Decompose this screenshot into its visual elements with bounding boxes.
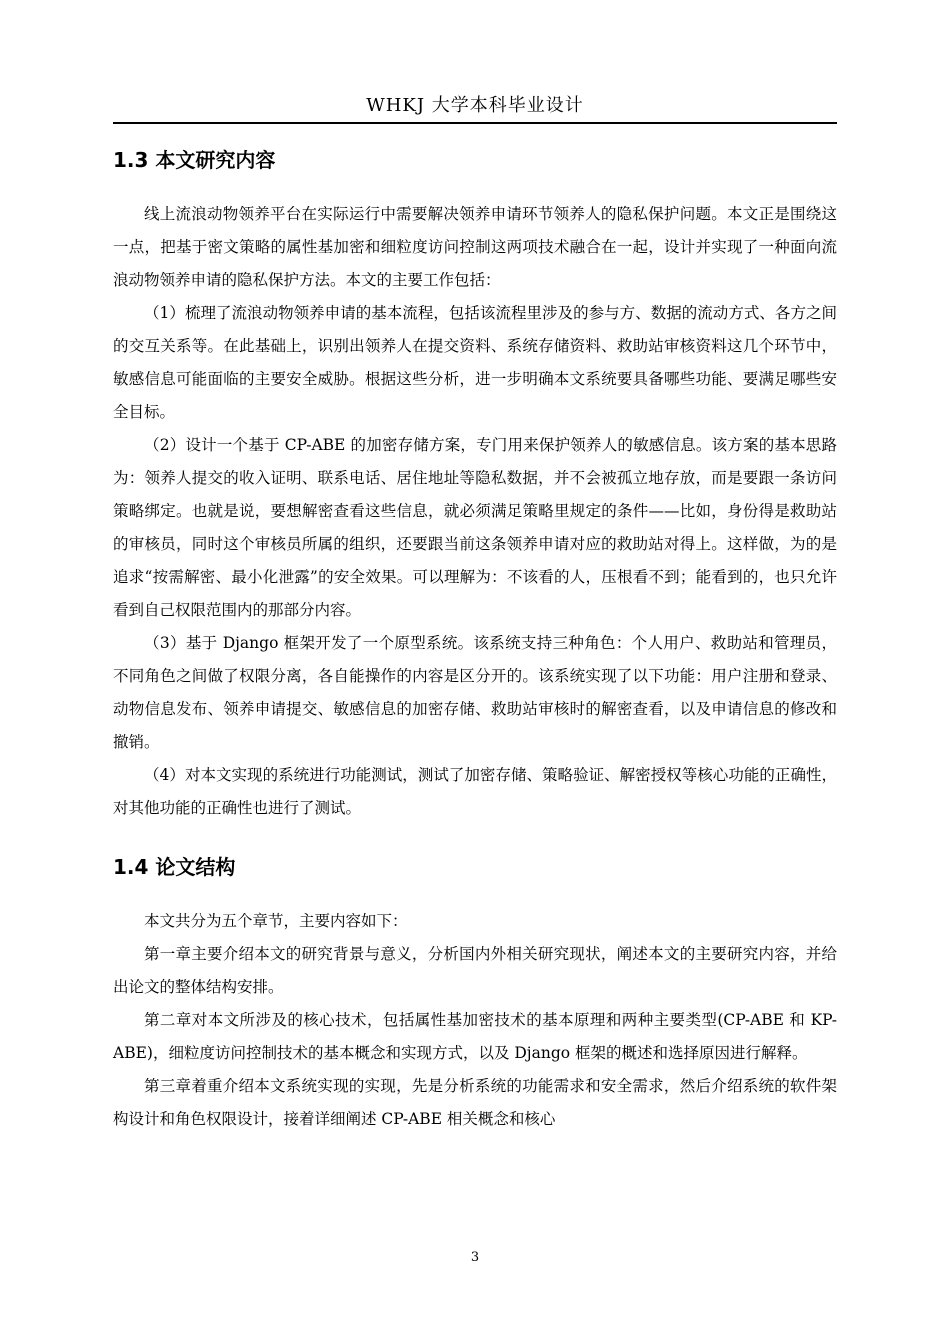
paragraph: （2）设计一个基于 CP-ABE 的加密存储方案，专门用来保护领养人的敏感信息。该方案的基本思路为：领养人提交的收入证明、联系电话、居住地址等隐私数据，并不会被孤立地存放，而是要跟一条访问策略绑定。也就是说，要想解密查看这些信息，就必须满足策略里规定的条件——比如，身份得是救助站的审核员，同时这个审核员所属的组织，还要跟当前这条领养申请对应的救助站对得上。这样做，为的是追求“按需解密、最小化泄露”的安全效果。可以理解为：不该看的人，压根看不到；能看到的，也只允许看到自己权限范围内的那部分内容。 xyxy=(113,436,837,619)
paragraph: 本文共分为五个章节，主要内容如下： xyxy=(144,912,408,930)
paragraph: 线上流浪动物领养平台在实际运行中需要解决领养申请环节领养人的隐私保护问题。本文正是围绕这一点，把基于密文策略的属性基加密和细粒度访问控制这两项技术融合在一起，设计并实现了一种面向流浪动物领养申请的隐私保护方法。本文的主要工作包括： xyxy=(113,205,837,289)
paragraph: 第三章着重介绍本文系统实现的实现，先是分析系统的功能需求和安全需求，然后介绍系统的软件架构设计和角色权限设计，接着详细阐述 CP-ABE 相关概念和核心 xyxy=(113,1077,837,1128)
paragraph: （1）梳理了流浪动物领养申请的基本流程，包括该流程里涉及的参与方、数据的流动方式、各方之间的交互关系等。在此基础上，识别出领养人在提交资料、系统存储资料、救助站审核资料这几个环节中，敏感信息可能面临的主要安全威胁。根据这些分析，进一步明确本文系统要具备哪些功能、要满足哪些安全目标。 xyxy=(113,304,837,421)
paragraph: （4）对本文实现的系统进行功能测试，测试了加密存储、策略验证、解密授权等核心功能的正确性，对其他功能的正确性也进行了测试。 xyxy=(113,766,837,817)
page-content xyxy=(113,140,837,1136)
paragraph: 第二章对本文所涉及的核心技术，包括属性基加密技术的基本原理和两种主要类型(CP-ABE 和 KP-ABE)，细粒度访问控制技术的基本概念和实现方式，以及 Django 框架的概述和选择原因进行解释。 xyxy=(113,1011,837,1062)
paragraph: 第一章主要介绍本文的研究背景与意义，分析国内外相关研究现状，阐述本文的主要研究内容，并给出论文的整体结构安排。 xyxy=(113,945,837,996)
page-number: 3 xyxy=(470,1250,480,1265)
page-header: WHKJ 大学本科毕业设计 xyxy=(366,95,584,116)
section-heading-1-3: 1.3 本文研究内容 xyxy=(113,148,276,172)
header-rule xyxy=(113,122,837,124)
section-heading-1-4: 1.4 论文结构 xyxy=(113,855,236,879)
paragraph: （3）基于 Django 框架开发了一个原型系统。该系统支持三种角色：个人用户、救助站和管理员，不同角色之间做了权限分离，各自能操作的内容是区分开的。该系统实现了以下功能：用户注册和登录、动物信息发布、领养申请提交、敏感信息的加密存储、救助站审核时的解密查看，以及申请信息的修改和撤销。 xyxy=(113,634,837,751)
